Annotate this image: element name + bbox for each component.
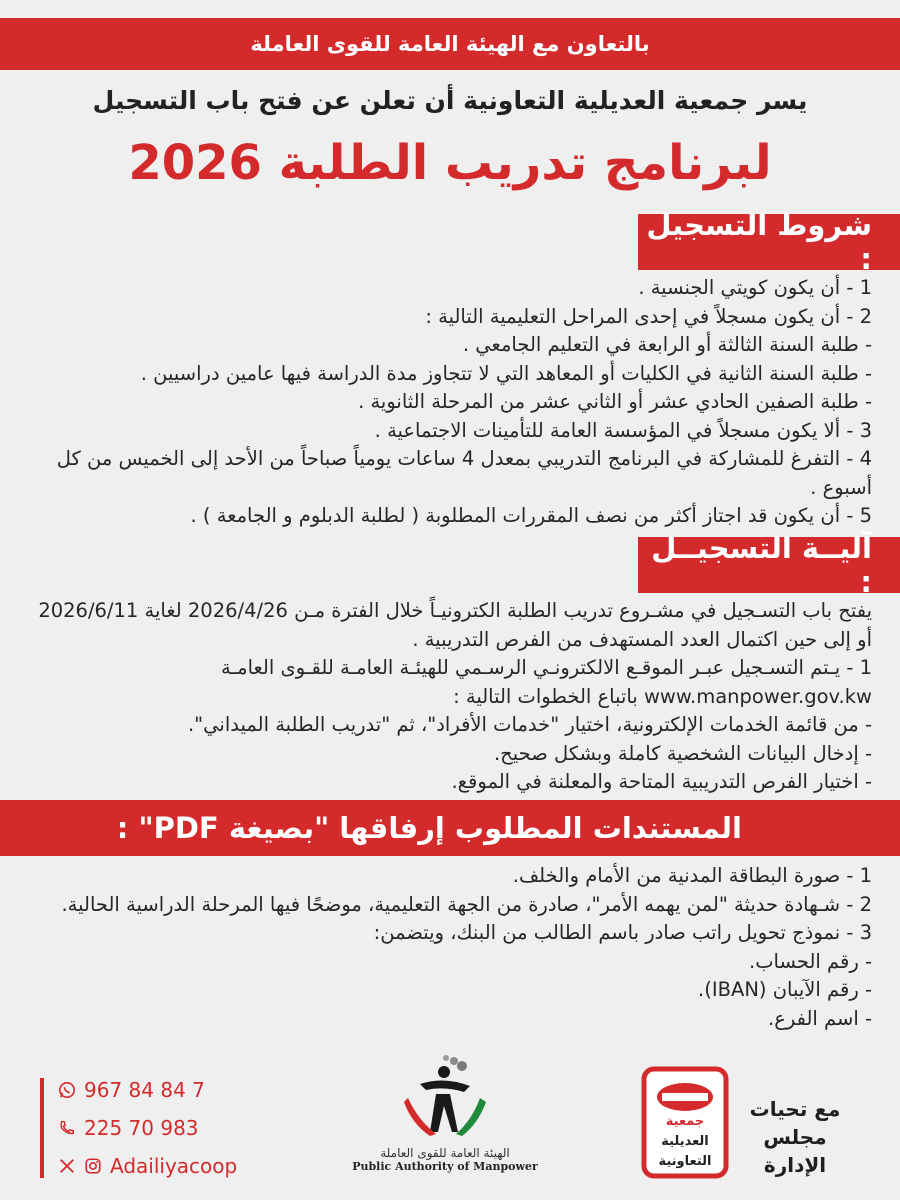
adailiya-coop-logo [640,1065,730,1180]
conditions-heading [638,208,900,276]
list-item: - رقم الحساب. [749,949,872,973]
authority-name-en: Public Authority of Manpower [352,1160,538,1173]
greeting-line1: مع تحيات [749,1097,841,1121]
documents-heading [0,800,900,856]
documents-heading-text: المستندات المطلوب إرفاقها "بصيغة PDF" : [116,811,742,845]
contact-info [40,1078,237,1178]
mechanism-heading-text: آليــة التسجيــل : [651,531,872,599]
whatsapp-icon [58,1081,76,1099]
social-row [58,1154,237,1178]
list-item: - اسم الفرع. [768,1006,872,1030]
list-item: - اختيار الفرص التدريبية المتاحة والمعلنة في الموقع. [451,770,872,793]
manpower-authority-logo [345,1050,545,1180]
manpower-emblem-icon [400,1050,490,1140]
greeting [730,1095,860,1179]
program-title: لبرنامج تدريب الطلبة 2026 [128,135,772,191]
list-item: - رقم الآيبان (IBAN). [698,978,872,1001]
conditions-heading-text: شروط التسجيل : [646,208,872,276]
whatsapp-row [58,1078,237,1102]
list-item: 4 - التفرغ للمشاركة في البرنامج التدريبي بمعدل 4 ساعات يومياً صباحاً من الأحد إلى الخميس من كل أسبوع . [56,447,872,499]
mechanism-heading [638,531,900,599]
coop-logo-line3: التعاونية [658,1154,712,1169]
list-item: 2 - شـهادة حديثة "لمن يهمه الأمر"، صادرة من الجهة التعليمية، موضحًا فيها المرحلة الدراسية الحالية. [61,892,872,916]
coop-logo-line1: جمعية [665,1114,705,1129]
list-item: 1 - أن يكون كويتي الجنسية . [638,276,872,299]
list-item: - إدخال البيانات الشخصية كاملة وبشكل صحيح. [493,741,872,765]
intro-text: يسر جمعية العديلية التعاونية أن تعلن عن فتح باب التسجيل [92,86,808,115]
whatsapp-number[interactable]: 967 84 84 7 [84,1078,205,1102]
list-item: 1 - يـتم التسـجيل عبـر الموقـع الالكترونـي الرسـمي للهيئـة العامـة للقـوى العامـة www.manpower.gov.kw باتباع الخطوات التالية : [220,656,872,708]
x-icon[interactable] [58,1157,76,1175]
greeting-line2: مجلس الإدارة [763,1125,827,1177]
conditions-list [28,274,872,531]
social-handle[interactable]: Adailiyacoop [110,1154,238,1178]
list-item: - طلبة الصفين الحادي عشر أو الثاني عشر من المرحلة الثانوية . [358,390,872,413]
list-item: 2 - أن يكون مسجلاً في إحدى المراحل التعليمية التالية : [425,304,872,328]
phone-icon [58,1119,76,1137]
authority-name-ar: الهيئة العامة للقوى العاملة [380,1146,510,1160]
instagram-icon[interactable] [84,1157,102,1175]
cooperation-text: بالتعاون مع الهيئة العامة للقوى العاملة [250,32,650,56]
list-item: 3 - ألا يكون مسجلاً في المؤسسة العامة للتأمينات الاجتماعية . [374,418,872,442]
list-item: - طلبة السنة الثانية في الكليات أو المعاهد التي لا تتجاوز مدة الدراسة فيها عامين دراسيين . [140,361,872,385]
list-item: 5 - أن يكون قد اجتاز أكثر من نصف المقررات المطلوبة ( لطلبة الدبلوم و الجامعة ) . [190,504,872,527]
coop-logo-line2: العديلية [661,1134,709,1149]
mechanism-list [28,597,872,797]
list-item: - طلبة السنة الثالثة أو الرابعة في التعليم الجامعي . [462,333,872,356]
list-item: 1 - صورة البطاقة المدنية من الأمام والخلف. [512,864,872,887]
list-item: 3 - نموذج تحويل راتب صادر باسم الطالب من البنك، ويتضمن: [373,921,872,944]
documents-list [28,862,872,1033]
phone-row [58,1116,237,1140]
list-item: يفتح باب التسـجيل في مشـروع تدريب الطلبة الكترونيـاً خلال الفترة مـن 2026/4/26 لغاية 2026/6/11 أو إلى حين اكتمال العدد المستهدف من الفرص التدريبية . [38,599,872,651]
list-item: - من قائمة الخدمات الإلكترونية، اختيار "خدمات الأفراد"، ثم "تدريب الطلبة الميداني". [187,713,872,736]
cooperation-banner [0,18,900,70]
phone-number[interactable]: 225 70 983 [84,1116,199,1140]
